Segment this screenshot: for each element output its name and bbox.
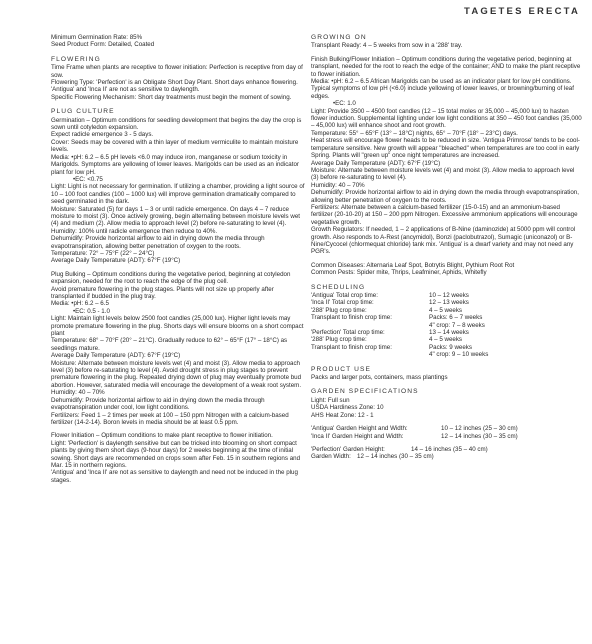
germination-line: •EC: <0.75 bbox=[73, 175, 103, 183]
page-title: TAGETES ERECTA bbox=[464, 6, 580, 17]
section-heading-growing-on: GROWING ON bbox=[311, 34, 367, 41]
plug-bulking-line: Humidity: 40 – 70% bbox=[51, 389, 105, 397]
plug-bulking-line: Average Daily Temperature (ADT): 67°F (19°C) bbox=[51, 352, 181, 360]
garden-size-row: 'Inca II' Garden Height and Width: 12 – 14 inches (30 – 35 cm) bbox=[311, 432, 518, 440]
germination-line: Humidity: 100% until radicle emergence then reduce to 40%. bbox=[51, 227, 218, 235]
flower-initiation-line: Flower Initiation – Optimum conditions to make plant receptive to flower initiation. bbox=[51, 432, 273, 440]
common-pests: Common Pests: Spider mite, Thrips, Leafminer, Aphids, Whitefly bbox=[311, 269, 487, 277]
flowering-line: Flowering Type: 'Perfection' is an Obligate Short Day Plant. Short days enhance flowering. 'Antigua' and 'Inca II' are not as sensitive to daylength. bbox=[51, 79, 298, 94]
section-heading-plug-culture: PLUG CULTURE bbox=[51, 108, 115, 116]
growing-on-line: Media: •pH: 6.2 – 6.5 African Marigolds can be used as an indicator plant for low pH conditions. Typical symptoms of low pH (<6.0) include yellowing of lower leaves, or browning/burning of leaf edges. bbox=[311, 78, 574, 100]
schedule-row: 4" crop: 7 – 8 weeks bbox=[429, 321, 485, 329]
plug-bulking-line: Plug Bulking – Optimum conditions during the vegetative period, beginning at cotyledon expansion, needed for the root to reach the edge of the plug cell. bbox=[51, 270, 291, 286]
garden-size-row: 'Perfection' Garden Height: 14 – 16 inches (35 – 40 cm) bbox=[311, 445, 488, 453]
growing-on-line: Humidity: 40 – 70% bbox=[311, 181, 365, 189]
plug-bulking-line: Fertilizers: Feed 1 – 2 times per week at 100 – 150 ppm Nitrogen with a calcium-based fertilizer (14-2-14). Boron levels in media should be at least 0.5 ppm. bbox=[51, 411, 289, 426]
growing-on-line: Dehumidify: Provide horizontal airflow to aid in drying down the media through evapotranspiration, allowing better penetration of oxygen to the roots. bbox=[311, 189, 579, 204]
plug-bulking-line: Dehumidify: Provide horizontal airflow to aid in drying down the media through evapotranspiration under cool, low light conditions. bbox=[51, 396, 265, 412]
section-heading-garden-specifications: GARDEN SPECIFICATIONS bbox=[311, 388, 419, 396]
plug-bulking-line: •EC: 0.5 - 1.0 bbox=[73, 307, 110, 315]
schedule-row: 'Perfection' Total crop time: 13 – 14 weeks bbox=[311, 329, 469, 337]
garden-size-row: 'Antigua' Garden Height and Width: 10 – 12 inches (25 – 30 cm) bbox=[311, 425, 518, 433]
garden-line: AHS Heat Zone: 12 - 1 bbox=[311, 411, 374, 419]
growing-on-line: Temperature: 55° – 65°F (13° – 18°C) nights, 65° – 70°F (18° – 23°C) days. bbox=[311, 129, 518, 137]
germination-line: Average Daily Temperature (ADT): 67°F (19°C) bbox=[51, 257, 181, 265]
germination-line: Moisture: Saturated (5) for days 1 – 3 or until radicle emergence. On days 4 – 7 reduce moisture to moist (3). Once actively growing, begin alternating between moisture levels wet (4) and medium (2). Allow media to approach level (2) before re-saturating to level (4). bbox=[51, 205, 300, 228]
germination-line: Temperature: 72° – 75°F (22° – 24°C) bbox=[51, 249, 155, 257]
growing-on-line: Light: Provide 3500 – 4500 foot candles (12 – 15 total moles or 35,000 – 45,000 lux) to hasten flower induction. Supplemental lighting under low light conditions at 350 – 450 foot candles (35,000 – 45,000 lux) will enhance shoot and root growth. bbox=[311, 107, 582, 130]
section-heading-scheduling: SCHEDULING bbox=[311, 283, 366, 291]
common-diseases: Common Diseases: Alternaria Leaf Spot, Botrytis Blight, Pythium Root Rot bbox=[311, 261, 515, 269]
growing-on-line: Finish Bulking/Flower Initiation – Optimum conditions during the vegetative period, beginning at transplant, needed for the root to reach the edge of the container; AND to make the plant receptive to flower initiation. bbox=[311, 55, 581, 78]
plug-bulking-line: Moisture: Alternate between moisture levels wet (4) and moist (3). Allow media to approach level (3) before re-saturating to level (4). Avoid drought stress in plug stages to prevent premature flowering in the plug. Repeated drying down of plug may eventually promote bud abortion. However, saturated media will encourage the development of a weak root system. bbox=[51, 359, 302, 389]
product-use-text: Packs and larger pots, containers, mass plantings bbox=[311, 374, 448, 382]
flower-initiation-line: 'Antigua' and 'Inca II' are not as sensitive to daylength and need not be induced in the plug stages. bbox=[51, 469, 298, 484]
growing-on-line: Growth Regulators: If needed, 1 – 2 applications of B-Nine (daminozide) at 5000 ppm will control growth. Also responds to A-Rest (ancymidol), Bonzi (paclobutrazol), Sumagic (uniconazol) or B-Nine/Cycocel (chlormequat chloride) tank mix. 'Antigua' is a dwarf variety and may not need any PGR's. bbox=[311, 226, 576, 256]
schedule-row: Transplant to finish crop time: Packs: 6 – 7 weeks bbox=[311, 314, 483, 322]
garden-size-row: Garden Width: 12 – 14 inches (30 – 35 cm) bbox=[311, 453, 434, 461]
section-heading-product-use: PRODUCT USE bbox=[311, 365, 371, 373]
seed-product-form: Seed Product Form: Detailed, Coated bbox=[51, 41, 155, 49]
garden-line: USDA Hardiness Zone: 10 bbox=[311, 404, 384, 412]
transplant-ready: Transplant Ready: 4 – 5 weeks from sow in a '288' tray. bbox=[311, 42, 463, 50]
schedule-row: 'Antigua' Total crop time: 10 – 12 weeks bbox=[311, 292, 469, 299]
section-heading-flowering: FLOWERING bbox=[51, 55, 101, 63]
growing-on-line: Fertilizers: Alternate between a calcium-based fertilizer (15-0-15) and an ammonium-based fertilizer (20-10-20) at 150 – 200 ppm Nitrogen. Excessive ammonium applications will encourage vegetative growth. bbox=[311, 203, 578, 226]
growing-on-line: Moisture: Alternate between moisture levels wet (4) and moist (3). Allow media to approach level (3) before re-saturating to level (4). bbox=[311, 166, 575, 182]
right-column bbox=[311, 34, 583, 461]
germination-line: Light: Light is not necessary for germination. If utilizing a chamber, providing a light source of 10 – 100 foot candles (100 – 1000 lux) will improve germination dramatically compared to seed germinated in the dark. bbox=[51, 183, 305, 206]
germination-line: Cover: Seeds may be covered with a thin layer of medium vermiculite to maintain moisture levels. bbox=[51, 138, 299, 154]
schedule-row: 'Inca II' Total crop time: 12 – 13 weeks bbox=[311, 299, 469, 307]
flower-initiation-line: Light: 'Perfection' is daylength sensitive but can be tricked into blooming on short compact plants by giving them short days (9-hour days) for 2 weeks beginning at the time of initial sowing. Short days are recommended on crops sown after Feb. 15 in southern regions and Mar. 15 in northern regions. bbox=[51, 439, 301, 469]
growing-on-line: Average Daily Temperature (ADT): 67°F (19°C) bbox=[311, 159, 441, 167]
germination-line: Expect radicle emergence 3 - 5 days. bbox=[51, 131, 154, 139]
schedule-row: Transplant to finish crop time: Packs: 9 weeks bbox=[311, 343, 472, 351]
left-column bbox=[51, 34, 305, 484]
plug-bulking-line: Light: Maintain light levels below 2500 foot candles (25,000 lux). Higher light levels may promote premature flowering in the plug. Shorts days will ensure blooms on a short compact plant bbox=[51, 315, 304, 338]
growing-on-line: Heat stress will encourage flower heads to be reduced in size. 'Antigua Primrose' tends to be cool-temperature sensitive. New growth will appear "bleached" when temperatures are too cool in early Spring. Plants will "green up" once night temperatures are increased. bbox=[311, 137, 580, 160]
garden-line: Light: Full sun bbox=[311, 396, 350, 404]
min-germination-rate: Minimum Germination Rate: 85% bbox=[51, 34, 143, 41]
schedule-row: 4" crop: 9 – 10 weeks bbox=[429, 351, 489, 359]
germination-line: Germination – Optimum conditions for seedling development that begins the day the crop is sown until cotyledon expansion. bbox=[51, 116, 302, 132]
schedule-row: '288' Plug crop time: 4 – 5 weeks bbox=[311, 336, 463, 344]
plug-bulking-line: Temperature: 68° – 70°F (20° – 21°C). Gradually reduce to 62° – 65°F (17° – 18°C) as seedlings mature. bbox=[51, 337, 288, 352]
plug-bulking-line: Media: •pH: 6.2 – 6.5 bbox=[51, 300, 109, 308]
growing-on-line: •EC: 1.0 bbox=[333, 100, 356, 108]
schedule-row: '288' Plug crop time: 4 – 5 weeks bbox=[311, 306, 463, 314]
germination-line: Dehumidify: Provide horizontal airflow to aid in drying down the media through evapotranspiration, allowing better penetration of oxygen to the roots. bbox=[51, 235, 265, 250]
flowering-line: Time Frame when plants are receptive to flower initiation: Perfection is receptive from day of sow. bbox=[51, 64, 303, 79]
flowering-line: Specific Flowering Mechanism: Short day treatments must begin the moment of sowing. bbox=[51, 93, 292, 101]
plug-bulking-line: Avoid premature flowering in the plug stages. Plants will not size up properly after transplanted if budded in the plug tray. bbox=[51, 285, 274, 300]
germination-line: Media: •pH: 6.2 – 6.5 pH levels <6.0 may induce iron, manganese or sodium toxicity in Marigolds. Symptoms are yellowing of lower leaves. Marigolds can be used as an indicator plant for low pH. bbox=[51, 153, 299, 176]
